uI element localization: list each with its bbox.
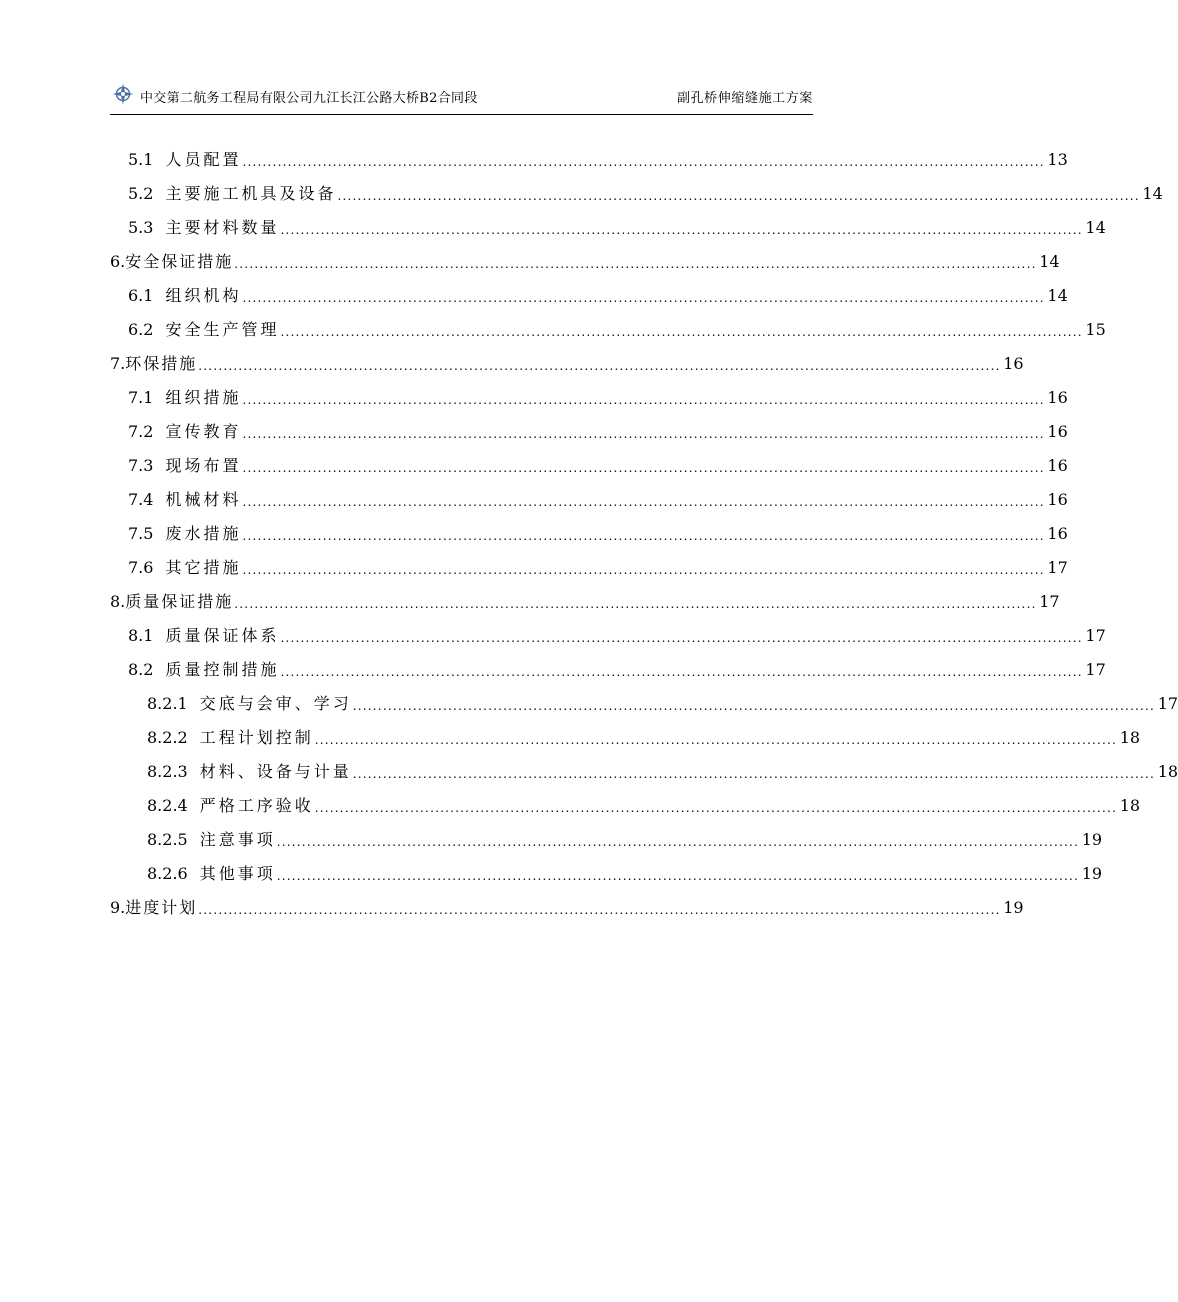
toc-dot-leader: ................................................................................................................................................................ (352, 699, 1156, 713)
toc-entry-title: 废水措施 (165, 524, 242, 543)
toc-entry-number: 8.2.4 (147, 796, 188, 815)
toc-entry-page-number: 16 (1003, 354, 1024, 373)
toc-entry-number: 7.4 (128, 490, 154, 509)
toc-entry-number: 8.2 (128, 660, 154, 679)
toc-entry[interactable] (110, 578, 1060, 612)
toc-dot-leader: ................................................................................................................................................................ (280, 223, 1083, 237)
toc-entry-page-number: 16 (1047, 524, 1068, 543)
toc-entry[interactable] (110, 748, 1178, 782)
toc-entry-number: 7.5 (128, 524, 154, 543)
toc-entry[interactable] (110, 306, 1106, 340)
toc-entry-page-number: 14 (1047, 286, 1068, 305)
toc-entry-page-number: 16 (1047, 456, 1068, 475)
toc-entry[interactable] (110, 850, 1103, 884)
toc-entry-page-number: 19 (1003, 898, 1024, 917)
toc-entry-title: 严格工序验收 (199, 796, 314, 815)
toc-entry[interactable] (110, 204, 1106, 238)
toc-entry-title: 质量保证措施 (125, 592, 234, 611)
toc-entry-number: 8.2.5 (147, 830, 188, 849)
toc-entry[interactable] (110, 510, 1068, 544)
toc-entry-number: 6. (110, 252, 126, 271)
toc-entry-number: 7.2 (128, 422, 154, 441)
toc-entry-title: 工程计划控制 (199, 728, 314, 747)
toc-entry-title: 组织措施 (165, 388, 242, 407)
toc-dot-leader: ................................................................................................................................................................ (276, 835, 1080, 849)
toc-entry-page-number: 15 (1085, 320, 1106, 339)
toc-entry-number: 8.1 (128, 626, 154, 645)
toc-entry-number: 7.6 (128, 558, 154, 577)
page-header (110, 82, 813, 114)
toc-dot-leader: ................................................................................................................................................................ (198, 359, 1001, 373)
toc-entry-page-number: 16 (1047, 388, 1068, 407)
toc-dot-leader: ................................................................................................................................................................ (276, 869, 1080, 883)
toc-entry-page-number: 19 (1081, 864, 1103, 883)
toc-dot-leader: ................................................................................................................................................................ (242, 393, 1045, 407)
toc-dot-leader: ................................................................................................................................................................ (242, 291, 1045, 305)
toc-entry-page-number: 16 (1047, 490, 1068, 509)
toc-entry-title: 安全生产管理 (165, 320, 280, 339)
toc-entry-title: 机械材料 (165, 490, 242, 509)
toc-dot-leader: ................................................................................................................................................................ (234, 257, 1037, 271)
toc-entry-title: 其他事项 (199, 864, 276, 883)
toc-entry[interactable] (110, 816, 1103, 850)
toc-entry-page-number: 14 (1085, 218, 1106, 237)
toc-entry-title: 宣传教育 (165, 422, 242, 441)
toc-dot-leader: ................................................................................................................................................................ (242, 495, 1045, 509)
toc-entry-title: 材料、设备与计量 (199, 762, 352, 781)
header-document-title: 副孔桥伸缩缝施工方案 (676, 91, 813, 106)
toc-entry-title: 安全保证措施 (125, 252, 234, 271)
toc-entry[interactable] (110, 884, 1024, 918)
toc-entry[interactable] (110, 238, 1060, 272)
toc-entry-title: 环保措施 (125, 354, 198, 373)
toc-entry-page-number: 18 (1119, 728, 1141, 747)
toc-dot-leader: ................................................................................................................................................................ (314, 733, 1118, 747)
toc-entry-title: 质量控制措施 (165, 660, 280, 679)
toc-entry-number: 6.1 (128, 286, 154, 305)
toc-entry[interactable] (110, 340, 1024, 374)
toc-entry-number: 6.2 (128, 320, 154, 339)
toc-entry-number: 5.2 (128, 184, 154, 203)
toc-entry-page-number: 18 (1119, 796, 1141, 815)
header-divider (110, 114, 813, 115)
header-company-project: 中交第二航务工程局有限公司九江长江公路大桥B2合同段 (140, 91, 478, 106)
toc-entry-number: 7.1 (128, 388, 154, 407)
toc-entry-title: 组织机构 (165, 286, 242, 305)
toc-entry-title: 主要施工机具及设备 (165, 184, 337, 203)
toc-entry[interactable] (110, 714, 1141, 748)
toc-entry-page-number: 17 (1039, 592, 1060, 611)
toc-entry[interactable] (110, 544, 1068, 578)
toc-dot-leader: ................................................................................................................................................................ (242, 155, 1045, 169)
toc-entry-number: 7.3 (128, 456, 154, 475)
table-of-contents (110, 136, 1178, 918)
toc-dot-leader: ................................................................................................................................................................ (198, 903, 1001, 917)
toc-entry-number: 5.3 (128, 218, 154, 237)
toc-entry-page-number: 19 (1081, 830, 1103, 849)
toc-entry[interactable] (110, 680, 1178, 714)
toc-entry-page-number: 17 (1085, 626, 1106, 645)
toc-entry-number: 8. (110, 592, 126, 611)
toc-dot-leader: ................................................................................................................................................................ (242, 427, 1045, 441)
toc-entry-number: 8.2.2 (147, 728, 188, 747)
toc-entry-title: 注意事项 (199, 830, 276, 849)
toc-entry[interactable] (110, 646, 1106, 680)
toc-entry[interactable] (110, 408, 1068, 442)
toc-entry-title: 人员配置 (165, 150, 242, 169)
toc-dot-leader: ................................................................................................................................................................ (280, 325, 1083, 339)
toc-entry-page-number: 14 (1142, 184, 1163, 203)
toc-entry-number: 9. (110, 898, 126, 917)
toc-entry-page-number: 18 (1157, 762, 1178, 781)
toc-entry[interactable] (110, 374, 1068, 408)
toc-entry-title: 质量保证体系 (165, 626, 280, 645)
toc-entry[interactable] (110, 782, 1141, 816)
toc-entry-number: 7. (110, 354, 126, 373)
toc-entry-page-number: 16 (1047, 422, 1068, 441)
toc-entry[interactable] (110, 442, 1068, 476)
toc-dot-leader: ................................................................................................................................................................ (314, 801, 1118, 815)
toc-entry[interactable] (110, 136, 1068, 170)
toc-entry-page-number: 17 (1157, 694, 1178, 713)
toc-entry-title: 其它措施 (165, 558, 242, 577)
toc-entry-number: 8.2.6 (147, 864, 188, 883)
toc-dot-leader: ................................................................................................................................................................ (242, 529, 1045, 543)
toc-entry[interactable] (110, 612, 1106, 646)
toc-dot-leader: ................................................................................................................................................................ (280, 665, 1083, 679)
toc-entry-title: 现场布置 (165, 456, 242, 475)
toc-dot-leader: ................................................................................................................................................................ (242, 461, 1045, 475)
toc-dot-leader: ................................................................................................................................................................ (234, 597, 1037, 611)
toc-entry-page-number: 17 (1085, 660, 1106, 679)
toc-entry-page-number: 17 (1047, 558, 1068, 577)
toc-entry-number: 8.2.3 (147, 762, 188, 781)
toc-entry-title: 进度计划 (125, 898, 198, 917)
toc-dot-leader: ................................................................................................................................................................ (242, 563, 1045, 577)
company-compass-logo-icon (112, 83, 134, 105)
toc-entry[interactable] (110, 170, 1163, 204)
toc-entry[interactable] (110, 272, 1068, 306)
toc-entry-title: 交底与会审、学习 (199, 694, 352, 713)
toc-entry[interactable] (110, 476, 1068, 510)
toc-entry-page-number: 13 (1047, 150, 1068, 169)
toc-dot-leader: ................................................................................................................................................................ (337, 189, 1140, 203)
toc-entry-number: 5.1 (128, 150, 154, 169)
toc-entry-title: 主要材料数量 (165, 218, 280, 237)
toc-dot-leader: ................................................................................................................................................................ (280, 631, 1083, 645)
toc-entry-page-number: 14 (1039, 252, 1060, 271)
toc-dot-leader: ................................................................................................................................................................ (352, 767, 1156, 781)
toc-entry-number: 8.2.1 (147, 694, 188, 713)
